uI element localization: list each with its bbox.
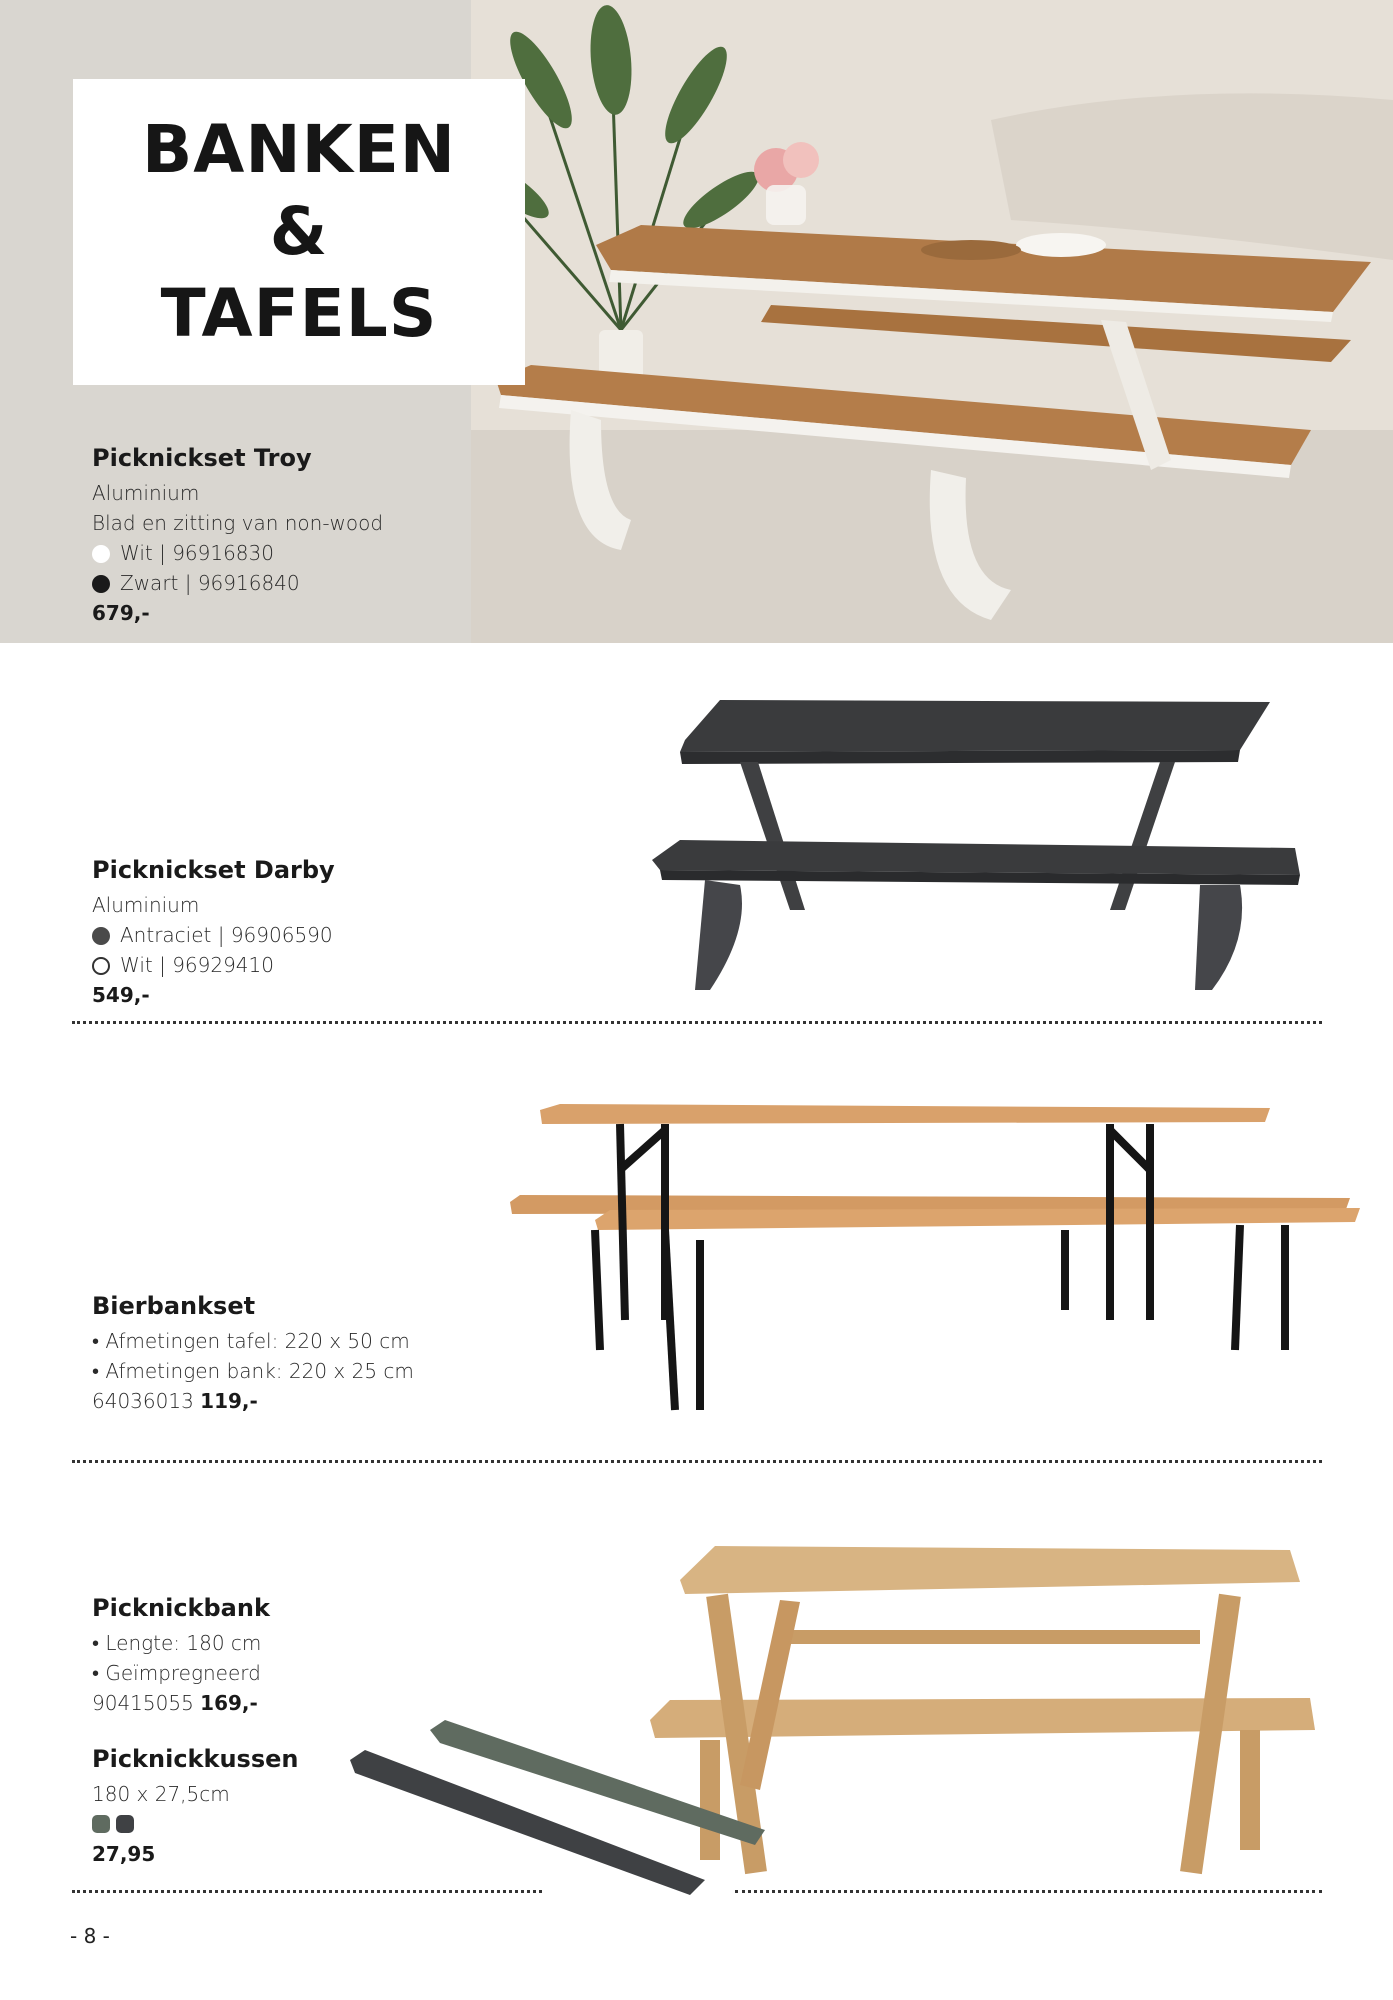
variant-row: [92, 920, 335, 950]
product-name: Picknickkussen: [92, 1745, 299, 1773]
product-name: Bierbankset: [92, 1292, 256, 1320]
product-picknickbank: [92, 1594, 270, 1718]
divider: [72, 1460, 1322, 1463]
cushion-photo: [345, 1715, 775, 1925]
variant-label: Zwart | 96916840: [120, 571, 300, 595]
green-swatch-icon: [92, 1815, 110, 1833]
product-price: 27,95: [92, 1842, 156, 1866]
dark-swatch-icon: [116, 1815, 134, 1833]
variant-label: Antraciet | 96906590: [120, 923, 333, 947]
title-line-3: TAFELS: [160, 275, 438, 352]
swatch-row: [92, 1809, 298, 1839]
product-picknickkussen: [92, 1745, 298, 1869]
product-troy: [92, 444, 383, 628]
product-spec: • Geïmpregneerd: [92, 1661, 261, 1685]
product-material: Aluminium: [92, 481, 200, 505]
product-price: 119,-: [200, 1389, 258, 1413]
product-size: 180 x 27,5cm: [92, 1782, 230, 1806]
black-swatch-icon: [92, 575, 110, 593]
product-material: Aluminium: [92, 893, 200, 917]
product-price: 679,-: [92, 601, 150, 625]
bierbankset-photo: [500, 1090, 1360, 1420]
product-name: Picknickset Darby: [92, 856, 335, 884]
product-price: 549,-: [92, 983, 150, 1007]
variant-label: Wit | 96916830: [120, 541, 274, 565]
variant-label: Wit | 96929410: [120, 953, 274, 977]
title-line-2: &: [269, 193, 329, 270]
page-number: - 8 -: [70, 1924, 110, 1948]
hero-banner: [0, 0, 1393, 643]
product-price: 169,-: [200, 1691, 258, 1715]
divider: [735, 1890, 1322, 1893]
product-spec: • Afmetingen tafel: 220 x 50 cm: [92, 1329, 410, 1353]
troy-photo: [471, 0, 1393, 643]
title-line-1: BANKEN: [141, 111, 457, 188]
white-swatch-icon: [92, 957, 110, 975]
product-bierbankset: [92, 1292, 414, 1416]
code-price-row: [92, 1688, 270, 1718]
code-price-row: [92, 1386, 414, 1416]
product-detail: Blad en zitting van non-wood: [92, 511, 384, 535]
variant-row: [92, 950, 335, 980]
variant-row: [92, 538, 383, 568]
antraciet-swatch-icon: [92, 927, 110, 945]
product-code: 64036013: [92, 1389, 194, 1413]
product-name: Picknickset Troy: [92, 444, 312, 472]
product-name: Picknickbank: [92, 1594, 270, 1622]
white-swatch-icon: [92, 545, 110, 563]
product-darby: [92, 856, 335, 1010]
product-code: 90415055: [92, 1691, 194, 1715]
divider: [72, 1021, 1322, 1024]
divider: [72, 1890, 542, 1893]
variant-row: [92, 568, 383, 598]
page-title: [73, 79, 525, 385]
product-spec: • Afmetingen bank: 220 x 25 cm: [92, 1359, 414, 1383]
product-spec: • Lengte: 180 cm: [92, 1631, 262, 1655]
darby-photo: [640, 690, 1310, 1010]
